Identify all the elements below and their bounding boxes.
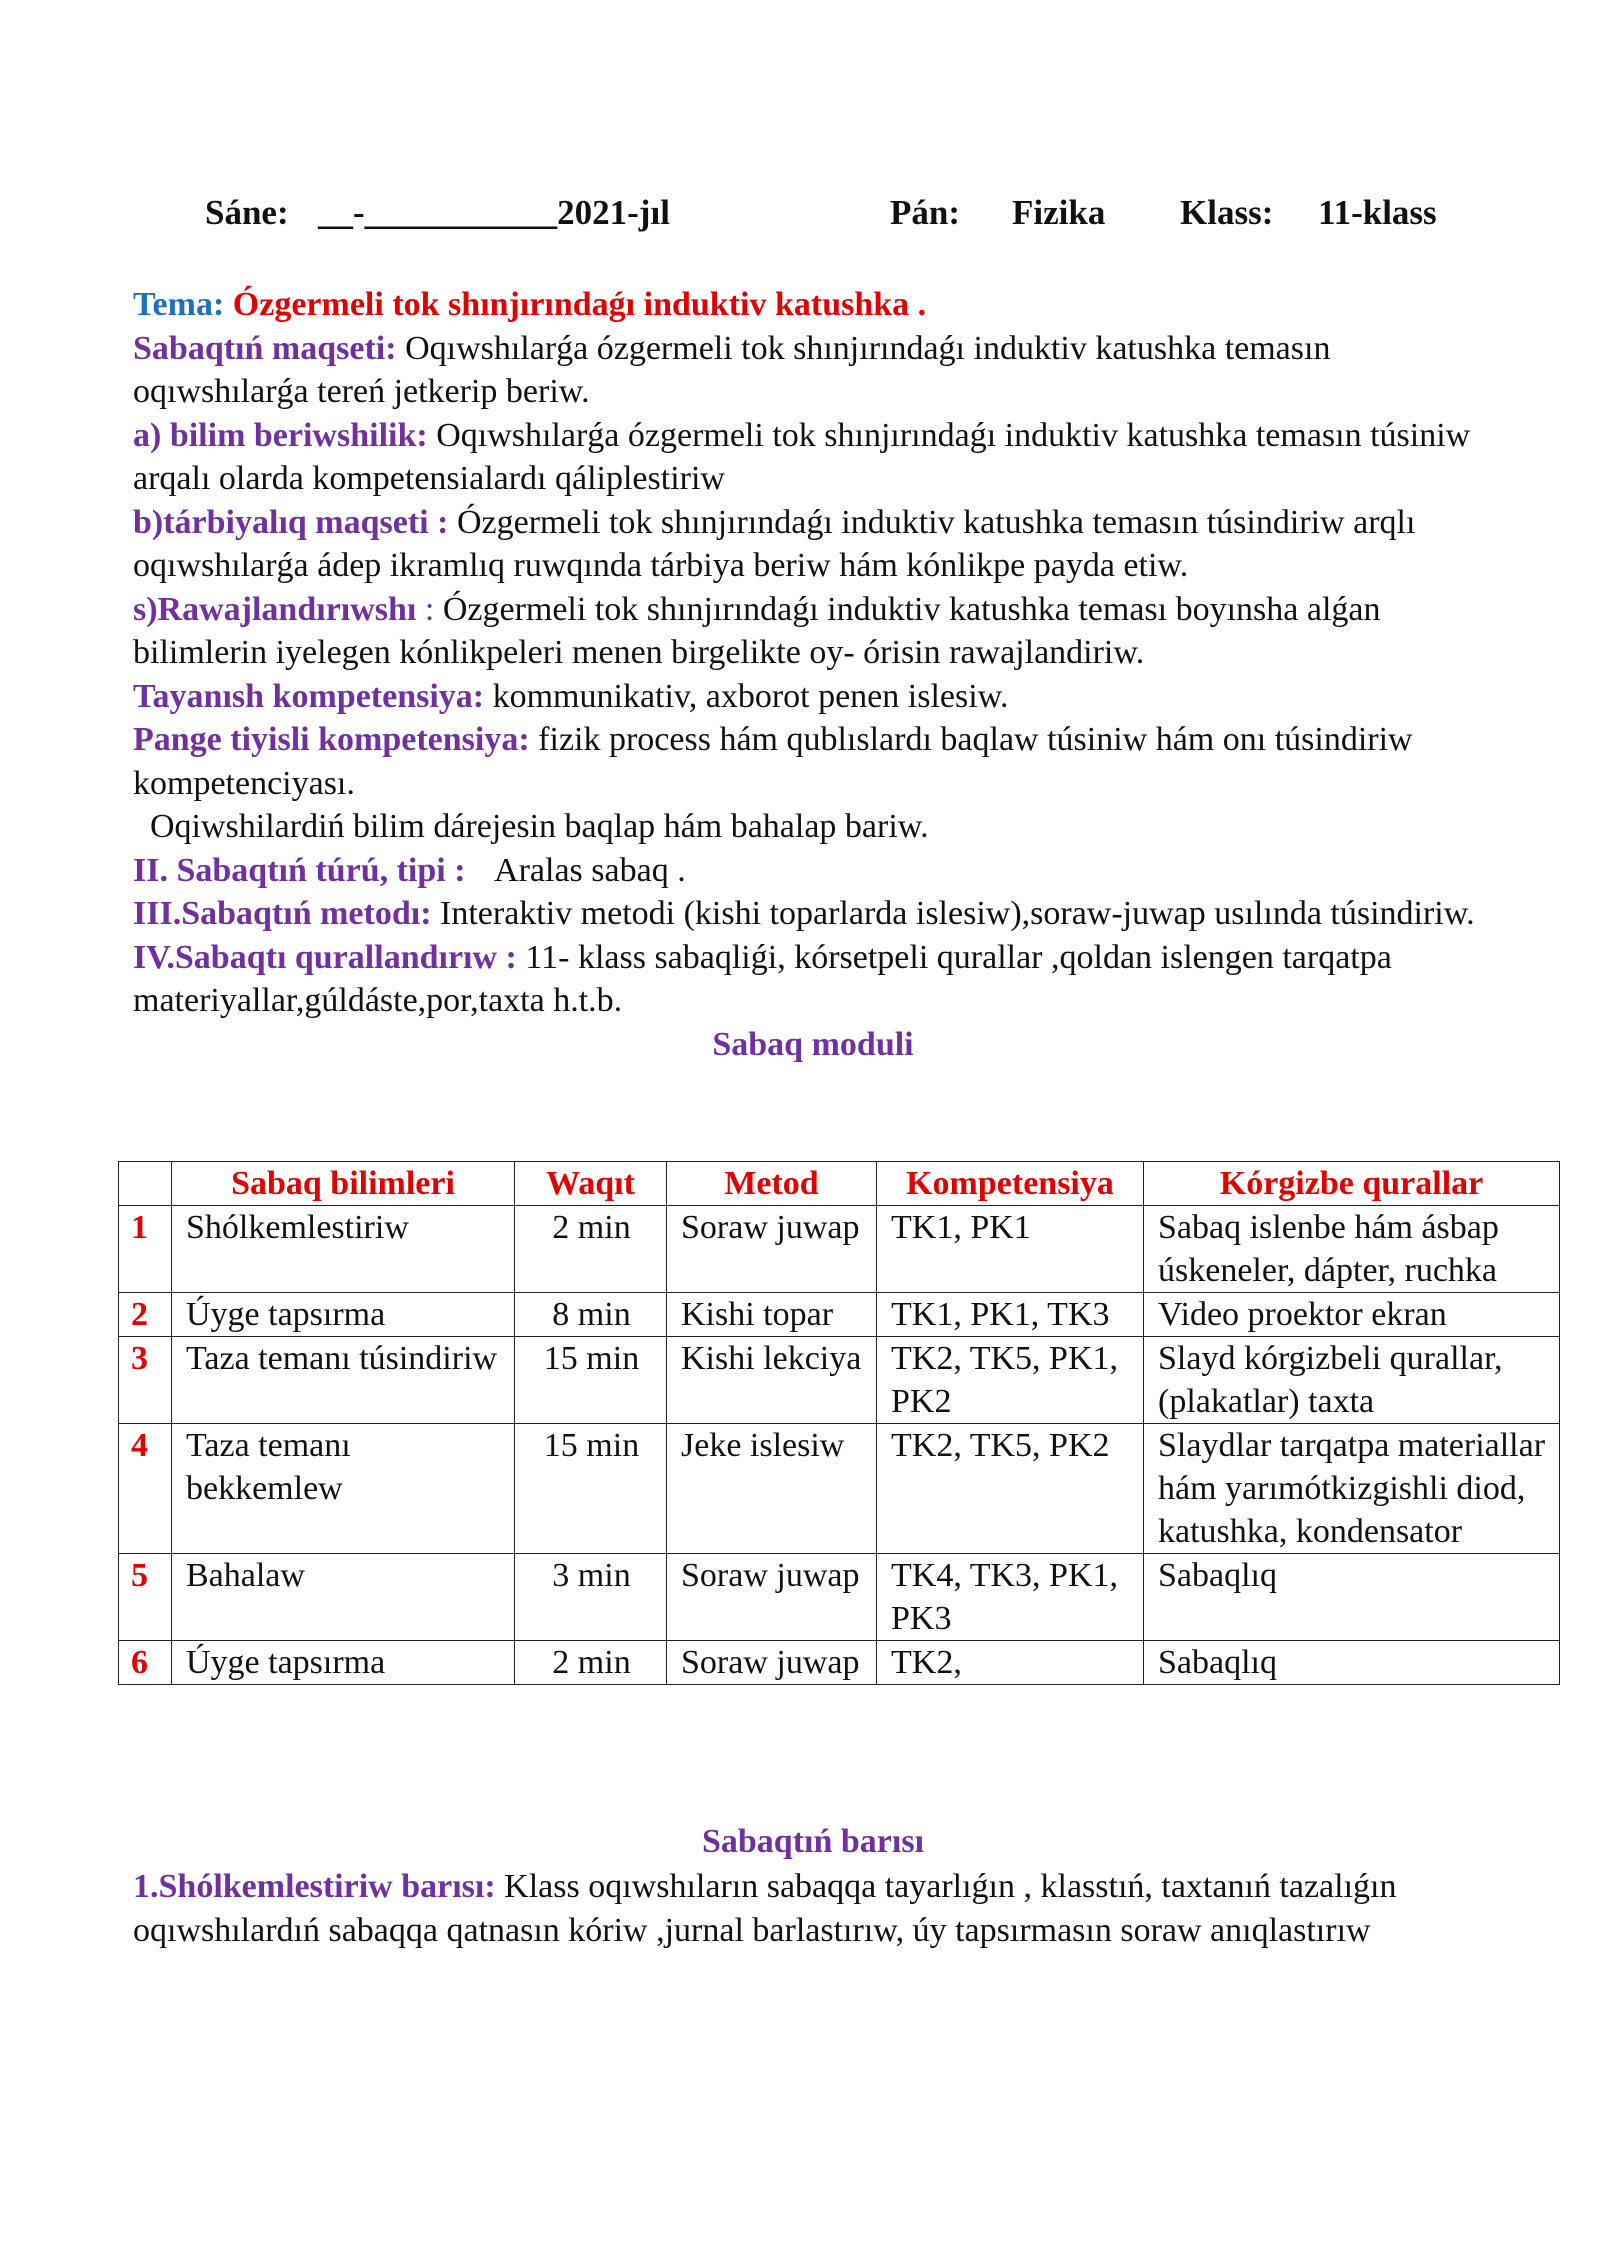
row-number: 2: [119, 1293, 172, 1337]
subject-competence-paragraph: [133, 718, 1493, 805]
development-goal-label: s)Rawajlandırıwshı: [133, 590, 417, 628]
row-tools: Sabaqlıq: [1144, 1641, 1560, 1685]
row-number: 1: [119, 1206, 172, 1293]
base-competence-label: Tayanısh kompetensiya:: [133, 677, 485, 715]
table-body: [119, 1206, 1560, 1685]
header-topic: Sabaq bilimleri: [172, 1162, 515, 1206]
row-number: 5: [119, 1554, 172, 1641]
lesson-method-label: III.Sabaqtıń metodı:: [133, 895, 432, 932]
date-value: __-___________2021-jıl: [318, 193, 670, 232]
edu-goal-text: Oqıwshılarǵa ózgermeli tok shınjırındaǵı induktiv katushka temasın túsiniw arqalı olarda kompetensialardı qáliplestiriw: [133, 416, 1471, 497]
table-header-row: [119, 1162, 1560, 1206]
row-topic: Bahalaw: [172, 1554, 515, 1641]
goal-label: Sabaqtıń maqseti:: [133, 329, 397, 367]
row-competence: TK2, TK5, PK1, PK2: [877, 1337, 1144, 1424]
organization-paragraph: [133, 1865, 1493, 1954]
header-method: Metod: [667, 1162, 877, 1206]
table-row: [119, 1424, 1560, 1554]
subject-competence-label: Pange tiyisli kompetensiya:: [133, 721, 530, 758]
row-competence: TK4, TK3, PK1, PK3: [877, 1554, 1144, 1641]
class-label: Klass:: [1180, 193, 1274, 232]
module-title: Sabaq moduli: [712, 1025, 914, 1063]
table-row: [119, 1641, 1560, 1685]
table-row: [119, 1554, 1560, 1641]
upbringing-goal-text: Ózgermeli tok shınjırındaǵı induktiv katushka temasın túsindiriw arqlı oqıwshılarǵa ádep ikramlıq ruwqında tárbiya beriw hám kónlikpe payda etiw.: [133, 503, 1416, 584]
row-time: 3 min: [515, 1554, 667, 1641]
row-time: 15 min: [515, 1337, 667, 1424]
lesson-type-paragraph: [133, 849, 1493, 893]
equipment-paragraph: [133, 936, 1493, 1023]
development-goal-separator: :: [416, 590, 443, 628]
row-topic: Shólkemlestiriw: [172, 1206, 515, 1293]
header-time: Waqıt: [515, 1162, 667, 1206]
row-method: Soraw juwap: [667, 1641, 877, 1685]
row-number: 6: [119, 1641, 172, 1685]
edu-goal-label: a) bilim beriwshilik:: [133, 416, 428, 454]
topic-label: Tema:: [133, 286, 225, 323]
lesson-module-table-wrap: [118, 1161, 1559, 1685]
row-topic: Úyge tapsırma: [172, 1293, 515, 1337]
equipment-label: IV.Sabaqtı qurallandırıw :: [133, 938, 517, 976]
subject-value: Fizika: [1012, 193, 1106, 232]
course-title: Sabaqtıń barısı: [701, 1823, 925, 1860]
row-tools: Sabaq islenbe hám ásbap úskeneler, dápter, ruchka: [1144, 1206, 1560, 1293]
row-tools: Sabaqlıq: [1144, 1554, 1560, 1641]
row-method: Kishi lekciya: [667, 1337, 877, 1424]
header-num: [119, 1162, 172, 1206]
goal-paragraph: [133, 327, 1493, 414]
lesson-method-paragraph: [133, 892, 1493, 936]
lesson-header: [0, 193, 1600, 243]
subject-label: Pán:: [890, 193, 960, 232]
header-competence: Kompetensiya: [877, 1162, 1144, 1206]
lesson-module-table: [118, 1161, 1560, 1685]
row-time: 15 min: [515, 1424, 667, 1554]
assessment-line: Oqiwshilardiń bilim dárejesin baqlap hám bahalap bariw.: [150, 808, 929, 845]
table-row: [119, 1206, 1560, 1293]
lesson-course-section: [133, 1820, 1493, 1954]
lesson-type-text: Aralas sabaq .: [494, 851, 686, 889]
row-competence: TK2, TK5, PK2: [877, 1424, 1144, 1554]
lesson-plan-body: [133, 283, 1493, 1066]
row-time: 8 min: [515, 1293, 667, 1337]
row-tools: Slaydlar tarqatpa materiallar hám yarımótkizgishli diod, katushka, kondensator: [1144, 1424, 1560, 1554]
base-competence-paragraph: [133, 675, 1493, 719]
upbringing-goal-label: b)tárbiyalıq maqseti :: [133, 503, 449, 541]
row-topic: Taza temanı túsindiriw: [172, 1337, 515, 1424]
row-topic: Úyge tapsırma: [172, 1641, 515, 1685]
row-time: 2 min: [515, 1641, 667, 1685]
organization-text: Klass oqıwshıların sabaqqa tayarlıǵın , klasstıń, taxtanıń tazalıǵın oqıwshılardıń sabaqqa qatnasın kóriw ,jurnal barlastırıw, úy tapsırmasın soraw anıqlastırıw: [133, 1867, 1397, 1949]
equipment-text: 11- klass sabaqliǵi, kórsetpeli qurallar ,qoldan islengen tarqatpa materiyallar,gúldáste,por,taxta h.t.b.: [133, 938, 1392, 1019]
table-row: [119, 1293, 1560, 1337]
organization-label: 1.Shólkemlestiriw barısı:: [133, 1867, 496, 1905]
row-competence: TK1, PK1, TK3: [877, 1293, 1144, 1337]
row-number: 3: [119, 1337, 172, 1424]
topic-value: Ózgermeli tok shınjırındaǵı induktiv katushka .: [232, 286, 927, 323]
row-topic: Taza temanı bekkemlew: [172, 1424, 515, 1554]
row-time: 2 min: [515, 1206, 667, 1293]
development-goal-text: Ózgermeli tok shınjırındaǵı induktiv katushka teması boyınsha alǵan bilimlerin iyelegen kónlikpeleri menen birgelikte oy- órisin rawajlandiriw.: [133, 590, 1381, 671]
topic-line: [133, 283, 1493, 327]
edu-goal-paragraph: [133, 414, 1493, 501]
row-method: Jeke islesiw: [667, 1424, 877, 1554]
base-competence-text: kommunikativ, axborot penen islesiw.: [492, 677, 1009, 715]
row-competence: TK2,: [877, 1641, 1144, 1685]
lesson-type-label: II. Sabaqtıń túrú, tipi :: [133, 851, 466, 889]
row-number: 4: [119, 1424, 172, 1554]
subject-competence-text: fizik process hám qublıslardı baqlaw túsiniw hám onı túsindiriw kompetenciyası.: [133, 721, 1413, 802]
row-tools: Video proektor ekran: [1144, 1293, 1560, 1337]
lesson-method-text: Interaktiv metodi (kishi toparlarda islesiw),soraw-juwap usılında túsindiriw.: [440, 895, 1475, 932]
table-row: [119, 1337, 1560, 1424]
row-method: Soraw juwap: [667, 1554, 877, 1641]
row-method: Kishi topar: [667, 1293, 877, 1337]
class-value: 11-klass: [1318, 193, 1437, 232]
row-tools: Slayd kórgizbeli qurallar, (plakatlar) taxta: [1144, 1337, 1560, 1424]
upbringing-goal-paragraph: [133, 501, 1493, 588]
row-method: Soraw juwap: [667, 1206, 877, 1293]
development-goal-paragraph: [133, 588, 1493, 675]
header-tools: Kórgizbe qurallar: [1144, 1162, 1560, 1206]
row-competence: TK1, PK1: [877, 1206, 1144, 1293]
date-label: Sáne:: [205, 193, 289, 232]
goal-text: Oqıwshılarǵa ózgermeli tok shınjırındaǵı induktiv katushka temasın oqıwshılarǵa tereń jetkerip beriw.: [133, 329, 1331, 410]
